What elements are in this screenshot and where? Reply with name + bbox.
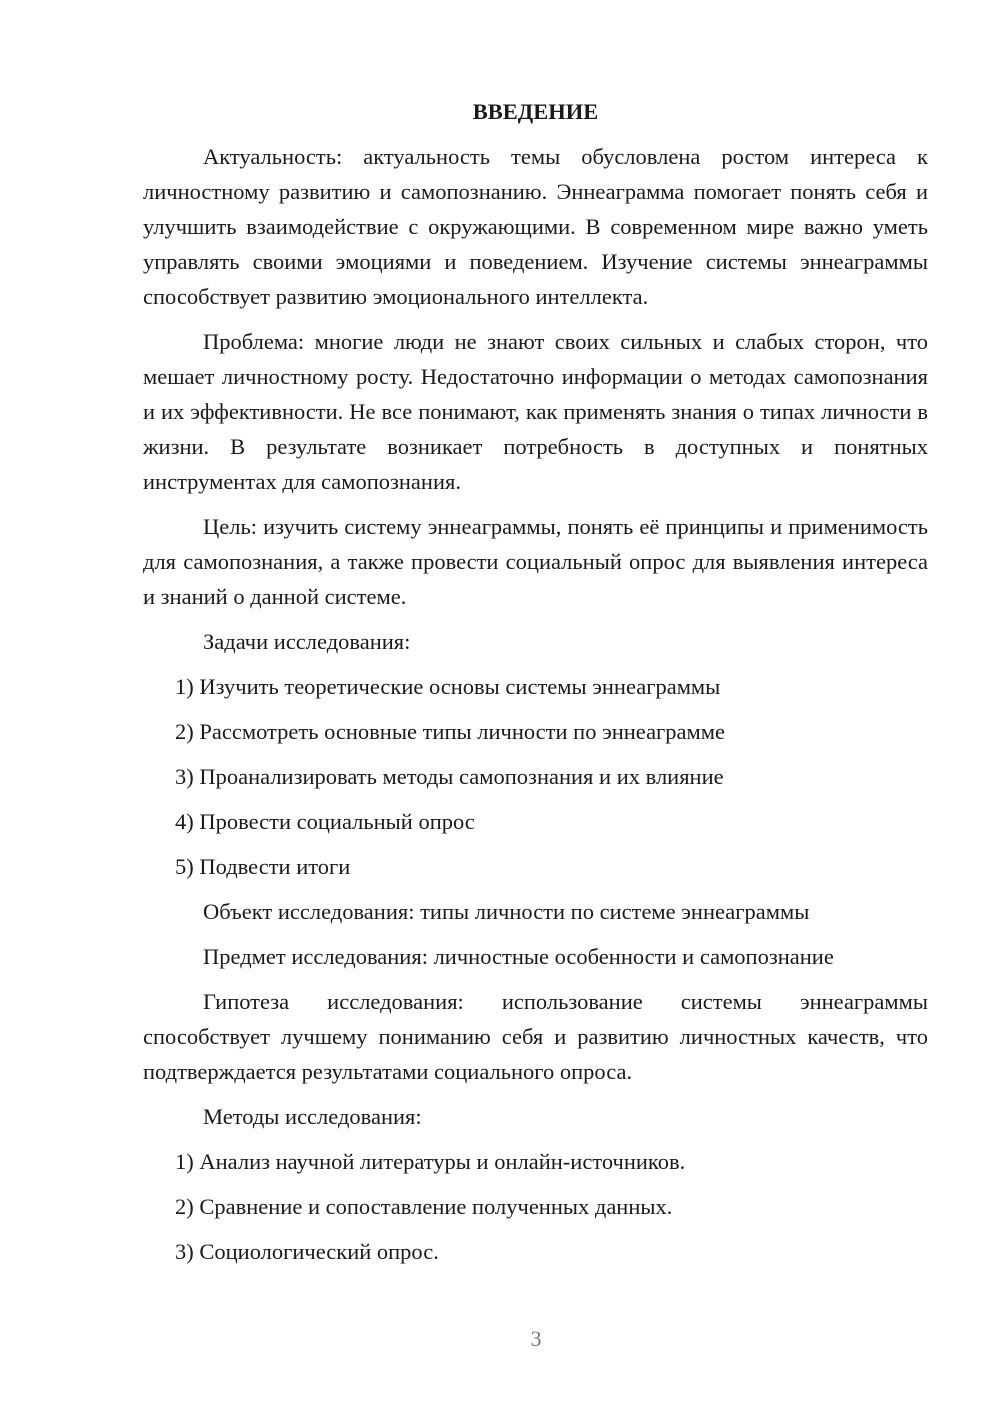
- problem-paragraph: Проблема: многие люди не знают своих сильных и слабых сторон, что мешает личностному росту. Недостаточно информации о методах самопознания и их эффективности. Не все понимают, как применять знания о типах личности в жизни. В результате возникает потребность в доступных и понятных инструментах для самопознания.: [143, 329, 928, 494]
- methods-heading: Методы исследования:: [203, 1104, 422, 1129]
- hypothesis-paragraph: Гипотеза исследования: использование системы эннеаграммы способствует лучшему пониманию себя и развитию личностных качеств, что подтверждается результатами социального опроса.: [143, 989, 928, 1084]
- tasks-list: [143, 669, 928, 884]
- research-subject: Предмет исследования: личностные особенности и самопознание: [203, 944, 834, 969]
- list-item: 4) Провести социальный опрос: [175, 809, 475, 834]
- methods-list: [143, 1144, 928, 1269]
- relevance-paragraph: Актуальность: актуальность темы обусловлена ростом интереса к личностному развитию и самопознанию. Эннеаграмма помогает понять себя и улучшить взаимодействие с окружающими. В современном мире важно уметь управлять своими эмоциями и поведением. Изучение системы эннеаграммы способствует развитию эмоционального интеллекта.: [143, 144, 928, 309]
- list-item: 3) Социологический опрос.: [175, 1239, 439, 1264]
- tasks-heading: Задачи исследования:: [203, 629, 411, 654]
- list-item: 2) Сравнение и сопоставление полученных данных.: [175, 1194, 673, 1219]
- list-item: 1) Изучить теоретические основы системы эннеаграммы: [175, 674, 721, 699]
- document-page: [143, 94, 928, 1279]
- section-title: ВВЕДЕНИЕ: [472, 99, 599, 124]
- list-item: 3) Проанализировать методы самопознания и их влияние: [175, 764, 724, 789]
- page-number: 3: [530, 1326, 542, 1351]
- list-item: 1) Анализ научной литературы и онлайн-источников.: [175, 1149, 686, 1174]
- research-object: Объект исследования: типы личности по системе эннеаграммы: [203, 899, 810, 924]
- list-item: 5) Подвести итоги: [175, 854, 351, 879]
- list-item: 2) Рассмотреть основные типы личности по эннеаграмме: [175, 719, 725, 744]
- goal-paragraph: Цель: изучить систему эннеаграммы, понять её принципы и применимость для самопознания, а также провести социальный опрос для выявления интереса и знаний о данной системе.: [143, 514, 928, 609]
